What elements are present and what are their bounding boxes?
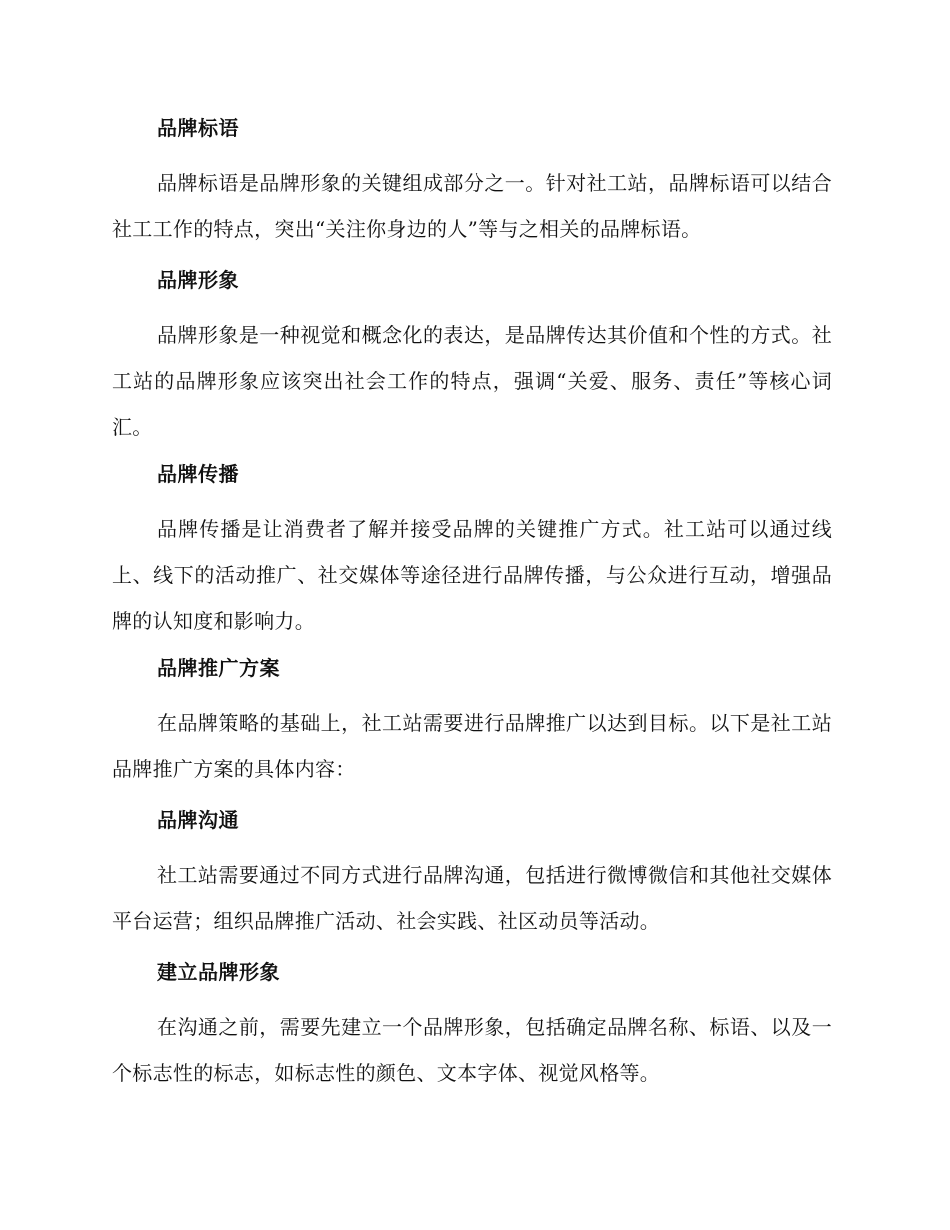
section-paragraph: 品牌形象是一种视觉和概念化的表达，是品牌传达其价值和个性的方式。社工站的品牌形象应该突出社会工作的特点，强调“关爱、服务、责任”等核心词汇。: [112, 323, 832, 439]
section-heading: 品牌传播: [157, 462, 239, 486]
section-heading: 品牌沟通: [157, 808, 239, 832]
section-paragraph: 品牌传播是让消费者了解并接受品牌的关键推广方式。社工站可以通过线上、线下的活动推广、社交媒体等途径进行品牌传播，与公众进行互动，增强品牌的认知度和影响力。: [112, 517, 832, 633]
section-paragraph: 在沟通之前，需要先建立一个品牌形象，包括确定品牌名称、标语、以及一个标志性的标志，如标志性的颜色、文本字体、视觉风格等。: [112, 1015, 832, 1085]
section-heading: 品牌推广方案: [157, 656, 280, 680]
section-paragraph: 品牌标语是品牌形象的关键组成部分之一。针对社工站，品牌标语可以结合社工工作的特点，突出“关注你身边的人”等与之相关的品牌标语。: [112, 171, 832, 241]
section-heading: 品牌形象: [157, 268, 239, 292]
section-paragraph: 在品牌策略的基础上，社工站需要进行品牌推广以达到目标。以下是社工站品牌推广方案的具体内容：: [112, 711, 832, 781]
section-heading: 品牌标语: [157, 116, 239, 140]
section-heading: 建立品牌形象: [157, 960, 280, 984]
section-paragraph: 社工站需要通过不同方式进行品牌沟通，包括进行微博微信和其他社交媒体平台运营；组织品牌推广活动、社会实践、社区动员等活动。: [112, 863, 832, 933]
